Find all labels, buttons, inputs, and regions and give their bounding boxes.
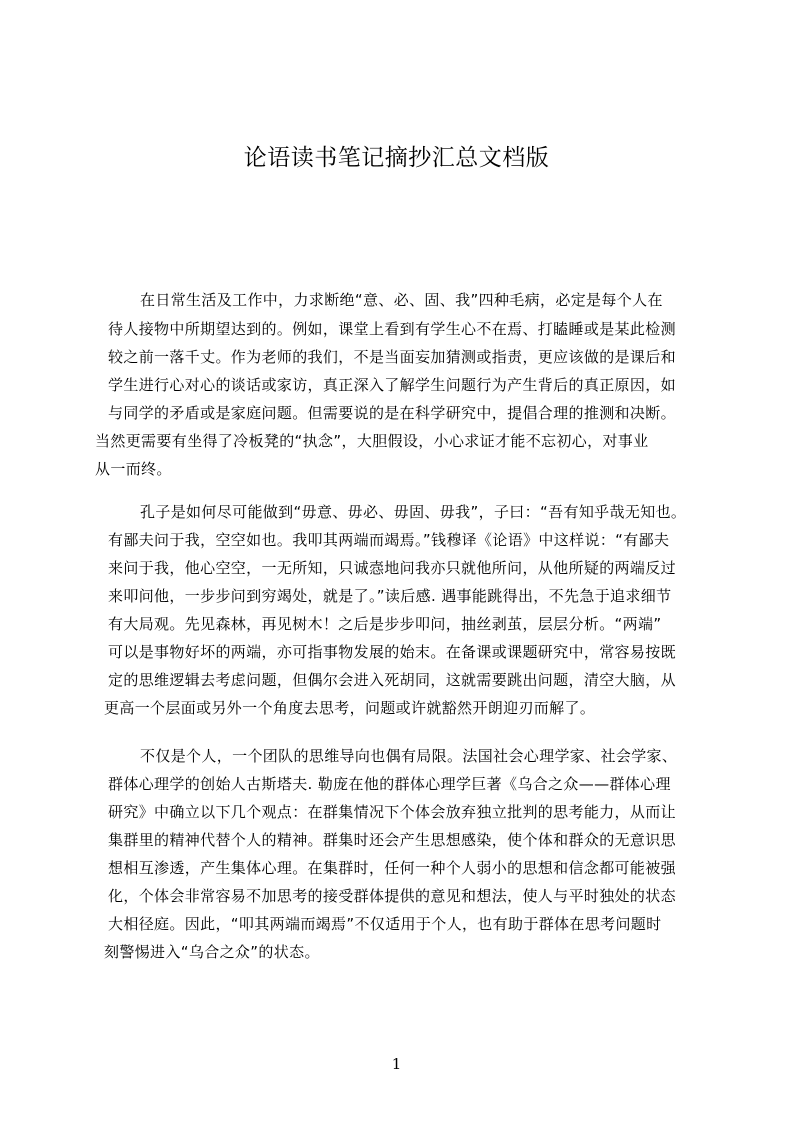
paragraph-line: 刻警惕进入“乌合之众”的状态。: [104, 943, 320, 961]
paragraph-line: 来叩问他，一步步问到穷竭处，就是了。”读后感. 遇事能跳得出，不先急于追求细节: [108, 587, 672, 605]
paragraph-line: 当然更需要有坐得了冷板凳的“执念”，大胆假设，小心求证才能不忘初心，对事业: [95, 432, 649, 450]
paragraph-line: 学生进行心对心的谈话或家访，真正深入了解学生问题行为产生背后的真正原因，如: [108, 376, 676, 394]
paragraph-line: 群体心理学的创始人古斯塔夫. 勒庞在他的群体心理学巨著《乌合之众——群体心理: [108, 775, 671, 793]
paragraph-line: 在日常生活及工作中，力求断绝“意、必、固、我”四种毛病，必定是每个人在: [140, 291, 663, 309]
paragraph-line: 集群里的精神代替个人的精神。群集时还会产生思想感染，使个体和群众的无意识思: [108, 831, 676, 849]
paragraph-line: 有鄙夫问于我，空空如也。我叩其两端而竭焉。”钱穆译《论语》中这样说：“有鄙夫: [108, 531, 670, 549]
paragraph-line: 研究》中确立以下几个观点：在群集情况下个体会放弃独立批判的思考能力，从而让: [108, 803, 676, 821]
paragraph-line: 孔子是如何尽可能做到“毋意、毋必、毋固、毋我”，子曰：“吾有知乎哉无知也。: [140, 503, 687, 521]
paragraph-line: 大相径庭。因此，“叩其两端而竭焉”不仅适用于个人，也有助于群体在思考问题时: [108, 915, 662, 933]
paragraph-line: 可以是事物好坏的两端，亦可指事物发展的始末。在备课或课题研究中，常容易按既: [108, 643, 676, 661]
paragraph-line: 不仅是个人，一个团队的思维导向也偶有局限。法国社会心理学家、社会学家、: [140, 747, 678, 765]
paragraph-line: 来问于我，他心空空，一无所知，只诚悫地问我亦只就他所问，从他所疑的两端反过: [108, 559, 676, 577]
paragraph-line: 化，个体会非常容易不加思考的接受群体提供的意见和想法，使人与平时独处的状态: [108, 887, 676, 905]
paragraph-line: 与同学的矛盾或是家庭问题。但需要说的是在科学研究中，提倡合理的推测和决断。: [108, 404, 676, 422]
page-number: 1: [391, 1055, 402, 1073]
paragraph-line: 有大局观。先见森林，再见树木！之后是步步叩问，抽丝剥茧，层层分析。“两端”: [108, 615, 662, 633]
paragraph-line: 想相互渗透，产生集体心理。在集群时，任何一种个人弱小的思想和信念都可能被强: [108, 859, 676, 877]
paragraph-line: 更高一个层面或另外一个角度去思考，问题或许就豁然开朗迎刃而解了。: [104, 699, 596, 717]
paragraph-line: 定的思维逻辑去考虑问题，但偶尔会进入死胡同，这就需要跳出问题，清空大脑，从: [108, 671, 676, 689]
document-title: 论语读书笔记摘抄汇总文档版: [243, 145, 550, 171]
paragraph-line: 较之前一落千丈。作为老师的我们，不是当面妄加猜测或指责，更应该做的是课后和: [108, 348, 676, 366]
paragraph-line: 从一而终。: [95, 460, 172, 478]
paragraph-line: 待人接物中所期望达到的。例如，课堂上看到有学生心不在焉、打瞌睡或是某此检测: [108, 320, 676, 338]
